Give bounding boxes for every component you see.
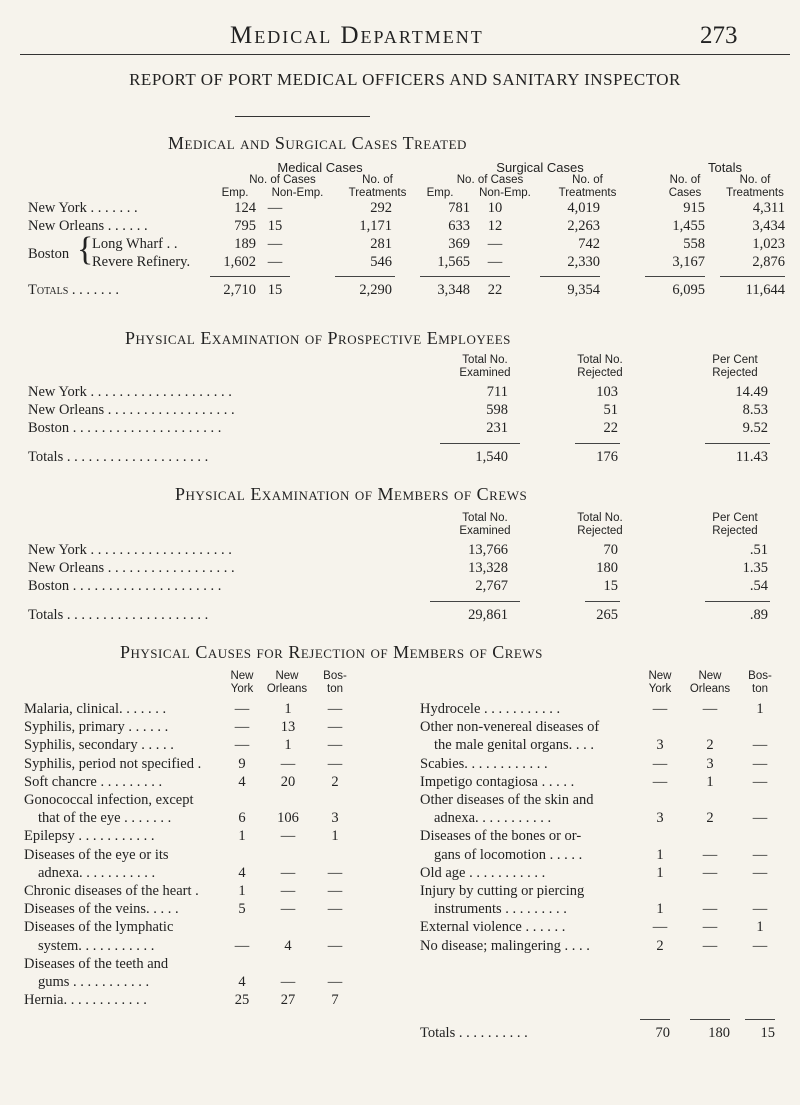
cause-label: Diseases of the eye or its (24, 846, 169, 863)
cell: 4 (238, 773, 246, 790)
col-ny-b: York (648, 683, 672, 695)
col-percent-b: Rejected (712, 367, 758, 379)
cause-label: Other diseases of the skin and (420, 792, 594, 808)
cause-label: adnexa. . . . . . . . . . . (434, 810, 552, 827)
cell: 15 (267, 218, 283, 234)
col-no-a: New (275, 670, 299, 682)
header-rule (20, 54, 790, 55)
cell: 781 (448, 200, 470, 216)
cause-label: Syphilis, primary . . . . . . (24, 719, 169, 736)
cell: — (752, 737, 768, 754)
col-no-a: New (698, 670, 722, 682)
cell: — (327, 937, 343, 954)
cause-label: Other non-venereal diseases of (420, 719, 600, 736)
cell: 2 (331, 773, 339, 790)
cause-label: Diseases of the teeth and (24, 955, 169, 972)
cell: 70 (655, 1025, 670, 1041)
cell: 369 (448, 236, 470, 252)
running-title: Medical Department (230, 22, 484, 49)
cell: 795 (234, 218, 256, 234)
row-label: New York . . . . . . . . . . . . . . . . . . . . (28, 384, 232, 400)
cell: 15 (760, 1025, 775, 1041)
col-no-treat-medical: No. of (362, 174, 393, 186)
cell: 25 (234, 992, 250, 1009)
cell: — (652, 701, 668, 717)
sum-rule (440, 443, 520, 444)
cell: — (267, 200, 283, 216)
cell: 7 (331, 992, 339, 1009)
cell: 546 (370, 254, 392, 270)
sum-rule (705, 601, 770, 602)
cell: .51 (749, 542, 768, 558)
cell: — (487, 236, 503, 252)
cell: — (234, 737, 250, 754)
col-no-cases-surgical: No. of Cases (456, 174, 524, 186)
cell: — (702, 919, 718, 936)
cell: 1 (656, 901, 664, 918)
cell: 29,861 (468, 607, 508, 623)
cause-label: External violence . . . . . . (420, 919, 566, 936)
totals-label: Totals . . . . . . . . . . . . . . . . . . . . (28, 449, 209, 465)
cell: 265 (596, 607, 618, 623)
cell: 9,354 (567, 282, 600, 298)
medsurg-title: Medical and Surgical Cases Treated (168, 133, 467, 153)
cell: 4,311 (752, 200, 785, 216)
cause-label: adnexa. . . . . . . . . . . (38, 864, 156, 881)
cell: — (327, 701, 343, 717)
brace: { (77, 231, 94, 268)
cause-label: gans of locomotion . . . . . (434, 846, 583, 863)
report-title: REPORT OF PORT MEDICAL OFFICERS AND SANITARY INSPECTOR (129, 70, 681, 89)
cell: — (280, 864, 296, 881)
cell: 2,876 (752, 254, 785, 270)
cell: — (267, 254, 283, 270)
sum-rule (575, 443, 620, 444)
cell: 2,330 (567, 254, 600, 270)
cause-label: Diseases of the veins. . . . . (24, 901, 179, 918)
row-label: Boston . . . . . . . . . . . . . . . . . . . . . (28, 420, 222, 436)
sum-rule (690, 1019, 730, 1020)
col-emp-medical: Emp. (221, 187, 249, 199)
cell: — (752, 773, 768, 790)
cell: 633 (448, 218, 470, 234)
col-percent-a: Per Cent (712, 354, 758, 366)
cell: 3,434 (752, 218, 785, 234)
cell: 13,328 (468, 560, 508, 576)
cell: 281 (370, 236, 392, 252)
cause-label: gums . . . . . . . . . . . (38, 974, 150, 990)
cell: 1 (331, 828, 339, 845)
cell: 3 (706, 755, 714, 772)
group-totals: Totals (708, 160, 742, 175)
cause-label: Malaria, clinical. . . . . . . (24, 701, 167, 717)
causes-title: Physical Causes for Rejection of Members of Crews (120, 642, 543, 662)
sum-rule (640, 1019, 670, 1020)
cell: 231 (486, 420, 508, 436)
cause-label: No disease; malingering . . . . (420, 937, 590, 954)
cell: 1,540 (475, 449, 508, 465)
cell: — (702, 937, 718, 954)
cell: — (280, 828, 296, 845)
cell: — (652, 773, 668, 790)
cause-label: Syphilis, secondary . . . . . (24, 737, 174, 754)
cell: 3 (331, 810, 339, 827)
cell: 15 (603, 578, 618, 594)
totals-label: Totals . . . . . . . . . . (420, 1025, 528, 1041)
cause-label: Gonococcal infection, except (24, 792, 194, 808)
sum-rule (705, 443, 770, 444)
sum-rule (430, 601, 520, 602)
col-percent-b: Rejected (712, 525, 758, 537)
cell: — (234, 701, 250, 717)
title-rule (235, 116, 370, 117)
cause-label: the male genital organs. . . . (434, 737, 594, 754)
cause-label: Syphilis, period not specified . (24, 755, 202, 772)
totals-label: Totals . . . . . . . . . . . . . . . . . . . . (28, 607, 209, 623)
cell: 1 (756, 919, 764, 936)
sum-rule (585, 601, 620, 602)
cell: 2,290 (359, 282, 392, 298)
cell: — (752, 937, 768, 954)
cell: 4 (238, 864, 246, 881)
col-ny-a: New (648, 670, 672, 682)
cell: — (752, 901, 768, 918)
cell: .89 (749, 607, 768, 623)
cell: 3 (656, 810, 664, 827)
cell: 106 (277, 810, 299, 827)
cause-label: Chronic diseases of the heart . (24, 883, 199, 899)
col-examined-a: Total No. (462, 512, 508, 524)
boston-label: Boston (28, 246, 70, 262)
cell: 13,766 (468, 542, 508, 558)
col-nonemp-medical: Non-Emp. (271, 187, 324, 199)
cell: 22 (603, 420, 618, 436)
cell: 11.43 (735, 449, 768, 465)
cause-label: Hydrocele . . . . . . . . . . . (420, 701, 561, 717)
cell: 14.49 (735, 384, 768, 400)
cell: 2 (706, 737, 714, 754)
cell: 27 (280, 992, 296, 1009)
cell: 9 (238, 755, 246, 772)
cell: 1,455 (672, 218, 705, 234)
cell: 10 (487, 200, 503, 216)
totals-label: Totals . . . . . . . (28, 282, 120, 298)
cell: — (702, 701, 718, 717)
row-label: Long Wharf . . (92, 236, 178, 252)
cause-label: instruments . . . . . . . . . (434, 901, 567, 918)
cell: 711 (486, 384, 508, 400)
cell: — (752, 755, 768, 772)
cell: 1 (284, 737, 292, 754)
col-examined-a: Total No. (462, 354, 508, 366)
cell: 1,171 (359, 218, 392, 234)
cell: 70 (603, 542, 618, 558)
cell: — (327, 755, 343, 772)
sum-rule (420, 276, 510, 277)
col-ny-a: New (230, 670, 254, 682)
cell: 742 (578, 236, 600, 252)
col-tot-cases-b: Cases (668, 187, 702, 199)
cell: 9.52 (742, 420, 768, 436)
crews-title: Physical Examination of Members of Crews (175, 484, 528, 504)
cell: — (234, 719, 250, 736)
row-label: New Orleans . . . . . . . . . . . . . . . . . . (28, 560, 235, 576)
cell: 4,019 (567, 200, 600, 216)
cell: 6,095 (672, 282, 705, 298)
cell: 1 (756, 701, 764, 717)
group-surgical: Surgical Cases (496, 160, 584, 175)
col-bo-b: ton (752, 683, 768, 695)
cell: 558 (683, 236, 705, 252)
row-label: New York . . . . . . . . . . . . . . . . . . . . (28, 542, 232, 558)
col-no-b: Orleans (689, 683, 731, 695)
col-percent-a: Per Cent (712, 512, 758, 524)
cell: 3,167 (672, 254, 705, 270)
cell: — (327, 974, 343, 990)
sum-rule (645, 276, 705, 277)
cell: 103 (596, 384, 618, 400)
cell: .54 (749, 578, 768, 594)
cell: 1 (656, 846, 664, 863)
cause-label: Hernia. . . . . . . . . . . . (24, 992, 147, 1009)
cause-label: Soft chancre . . . . . . . . . (24, 773, 163, 790)
sum-rule (210, 276, 290, 277)
cell: 15 (267, 282, 283, 298)
cell: — (280, 755, 296, 772)
col-tot-treat-b: Treatments (726, 187, 784, 199)
col-tot-cases-a: No. of (669, 174, 701, 186)
cause-label: Injury by cutting or piercing (420, 883, 585, 899)
col-emp-surgical: Emp. (426, 187, 454, 199)
cell: — (327, 901, 343, 918)
col-bo-a: Bos- (323, 670, 347, 682)
cell: 1 (656, 864, 664, 881)
col-treat-medical: Treatments (348, 187, 407, 199)
cell: — (327, 864, 343, 881)
col-examined-b: Examined (459, 367, 511, 379)
cause-label: Old age . . . . . . . . . . . (420, 864, 546, 881)
row-label: New York . . . . . . . (28, 200, 138, 216)
cause-label: Impetigo contagiosa . . . . . (420, 773, 575, 790)
cell: — (280, 883, 296, 899)
col-examined-b: Examined (459, 525, 511, 537)
sum-rule (540, 276, 600, 277)
col-treat-surgical: Treatments (558, 187, 617, 199)
cell: 1 (706, 773, 714, 790)
cell: 2 (656, 937, 664, 954)
col-rejected-a: Total No. (577, 512, 623, 524)
sum-rule (720, 276, 785, 277)
cell: 180 (708, 1025, 730, 1041)
prospective-title: Physical Examination of Prospective Employees (125, 328, 511, 348)
col-rejected-a: Total No. (577, 354, 623, 366)
cell: 20 (280, 773, 296, 790)
row-label: New Orleans . . . . . . . . . . . . . . . . . . (28, 402, 235, 418)
cell: — (752, 846, 768, 863)
cell: 2,767 (475, 578, 508, 594)
cell: 5 (238, 901, 246, 918)
cell: — (280, 901, 296, 918)
col-tot-treat-a: No. of (739, 174, 771, 186)
cell: 4 (238, 974, 246, 990)
cell: — (327, 719, 343, 736)
cause-label: Diseases of the lymphatic (24, 919, 174, 936)
cause-label: system. . . . . . . . . . . (38, 937, 155, 954)
col-bo-a: Bos- (748, 670, 772, 682)
cell: 1,023 (752, 236, 785, 252)
cell: 1,602 (223, 254, 256, 270)
cell: 22 (487, 282, 503, 298)
cell: 11,644 (745, 282, 785, 298)
cell: — (702, 901, 718, 918)
cell: 13 (280, 719, 296, 736)
cell: 51 (603, 402, 618, 418)
col-bo-b: ton (327, 683, 343, 695)
cell: 3 (656, 737, 664, 754)
cell: 2,263 (567, 218, 600, 234)
cell: 2 (706, 810, 714, 827)
cell: 598 (486, 402, 508, 418)
col-ny-b: York (230, 683, 254, 695)
cell: — (652, 755, 668, 772)
row-label: Revere Refinery. (92, 254, 191, 270)
cause-label: Epilepsy . . . . . . . . . . . (24, 828, 155, 845)
cell: 2,710 (223, 282, 256, 298)
sum-rule (745, 1019, 775, 1020)
cell: 292 (370, 200, 392, 216)
col-rejected-b: Rejected (577, 525, 623, 537)
cause-label: Scabies. . . . . . . . . . . . (420, 755, 548, 772)
cell: 180 (596, 560, 618, 576)
sum-rule (335, 276, 395, 277)
cell: 176 (596, 449, 618, 465)
col-no-cases-medical: No. of Cases (249, 174, 316, 186)
cell: — (702, 864, 718, 881)
col-no-b: Orleans (266, 683, 308, 695)
cell: 124 (234, 200, 256, 216)
col-rejected-b: Rejected (577, 367, 623, 379)
cell: 915 (683, 200, 705, 216)
row-label: New Orleans . . . . . . (28, 218, 148, 234)
page-number: 273 (700, 22, 738, 49)
cell: — (280, 974, 296, 990)
group-medical: Medical Cases (277, 160, 363, 175)
col-nonemp-surgical: Non-Emp. (479, 187, 531, 199)
cell: 1 (238, 883, 246, 899)
cell: — (487, 254, 503, 270)
row-label: Boston . . . . . . . . . . . . . . . . . . . . . (28, 578, 222, 594)
cell: 1 (238, 828, 246, 845)
cell: 1.35 (742, 560, 768, 576)
cell: 12 (487, 218, 503, 234)
col-no-treat-surgical: No. of (572, 174, 603, 186)
cell: 1 (284, 701, 292, 717)
cell: — (652, 919, 668, 936)
cell: — (702, 846, 718, 863)
cause-label: Diseases of the bones or or- (420, 828, 582, 845)
cell: 6 (238, 810, 246, 827)
cell: — (234, 937, 250, 954)
cell: 4 (284, 937, 292, 954)
cell: — (327, 883, 343, 899)
cell: 3,348 (437, 282, 470, 298)
cell: 1,565 (437, 254, 470, 270)
cell: — (752, 810, 768, 827)
cell: — (327, 737, 343, 754)
cell: — (752, 864, 768, 881)
cell: 8.53 (742, 402, 768, 418)
cause-label: that of the eye . . . . . . . (38, 810, 172, 827)
cell: 189 (234, 236, 256, 252)
cell: — (267, 236, 283, 252)
